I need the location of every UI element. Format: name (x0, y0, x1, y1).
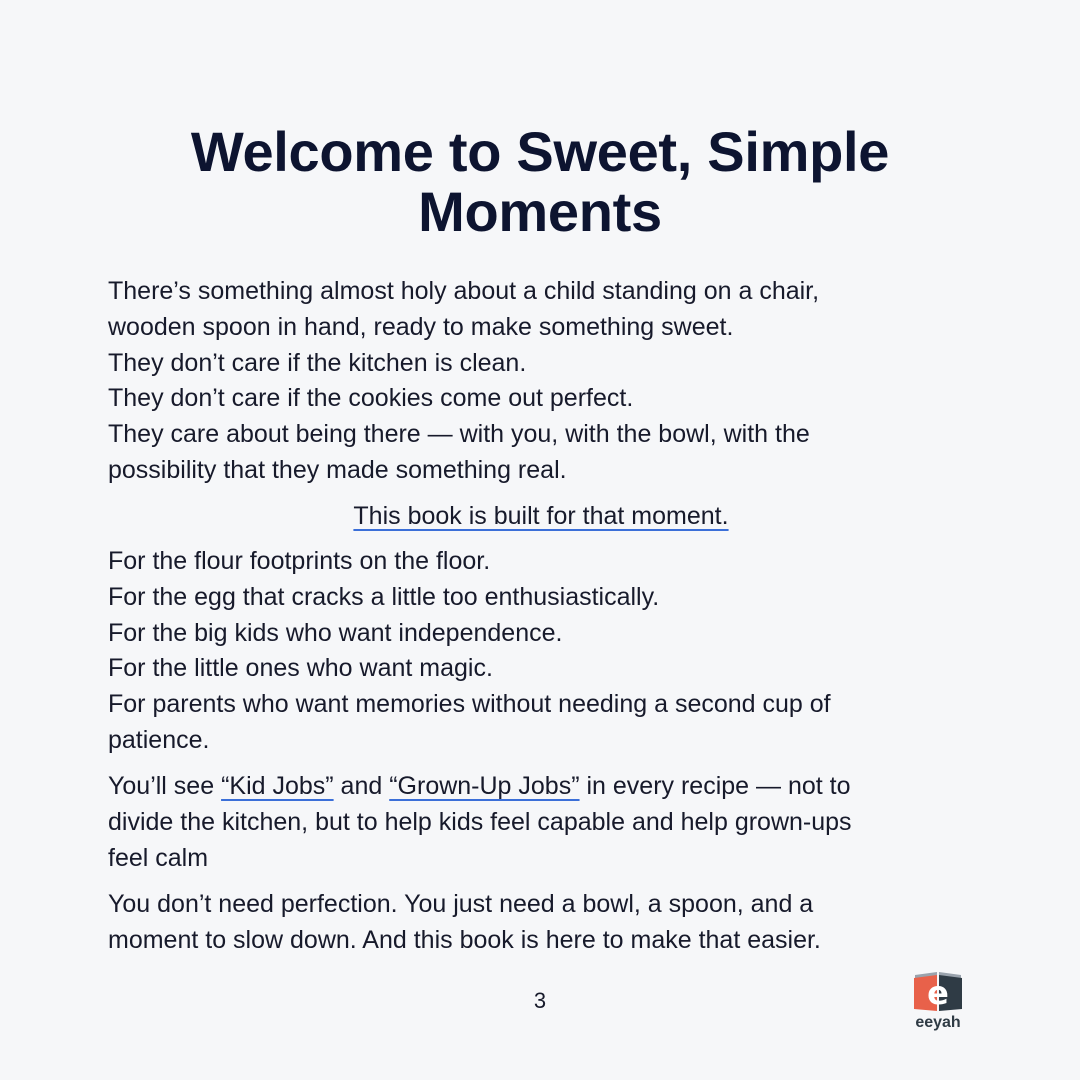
logo-letter: e (927, 974, 949, 1012)
text-line: For the egg that cracks a little too enthusiastically. (108, 582, 660, 611)
book-logo-icon (912, 966, 964, 1012)
for-list-paragraph (108, 544, 938, 759)
jobs-paragraph (108, 769, 938, 876)
text-line: feel calm (108, 843, 209, 872)
page-title (108, 122, 972, 242)
text-line: They care about being there — with you, with the bowl, with the (108, 420, 810, 449)
text-line: wooden spoon in hand, ready to make something sweet. (108, 312, 734, 341)
text-span: You’ll see (108, 772, 222, 800)
text-span: and (333, 772, 390, 800)
text-line: For the little ones who want magic. (108, 654, 493, 683)
text-line: For parents who want memories without needing a second cup of (108, 690, 831, 719)
kid-jobs-link[interactable]: “Kid Jobs” (221, 772, 334, 800)
text-line: divide the kitchen, but to help kids feel capable and help grown-ups (108, 807, 852, 836)
text-line: For the big kids who want independence. (108, 618, 563, 647)
text-line: moment to slow down. And this book is here to make that easier. (108, 925, 821, 954)
page-number: 3 (533, 988, 547, 1013)
text-line: For the flour footprints on the floor. (108, 547, 491, 575)
built-for-moment-link[interactable]: This book is built for that moment. (353, 502, 729, 530)
intro-paragraph (108, 274, 938, 489)
text-line: They don’t care if the kitchen is clean. (108, 348, 527, 377)
page-title-line-1: Welcome to Sweet, Simple (190, 120, 890, 183)
text-line: There’s something almost holy about a child standing on a chair, (108, 277, 820, 305)
logo-wordmark: eeyah (915, 1014, 961, 1031)
eeyah-logo (906, 966, 970, 1036)
closing-paragraph (108, 887, 938, 959)
page-title-line-2: Moments (418, 180, 662, 243)
highlight-line (108, 499, 974, 534)
text-line: possibility that they made something real. (108, 455, 567, 484)
text-line: They don’t care if the cookies come out perfect. (108, 384, 634, 413)
text-line (108, 769, 938, 805)
text-line: patience. (108, 725, 210, 754)
text-line: You don’t need perfection. You just need a bowl, a spoon, and a (108, 890, 814, 918)
text-span: in every recipe — not to (579, 772, 851, 800)
grown-up-jobs-link[interactable]: “Grown-Up Jobs” (389, 772, 580, 800)
